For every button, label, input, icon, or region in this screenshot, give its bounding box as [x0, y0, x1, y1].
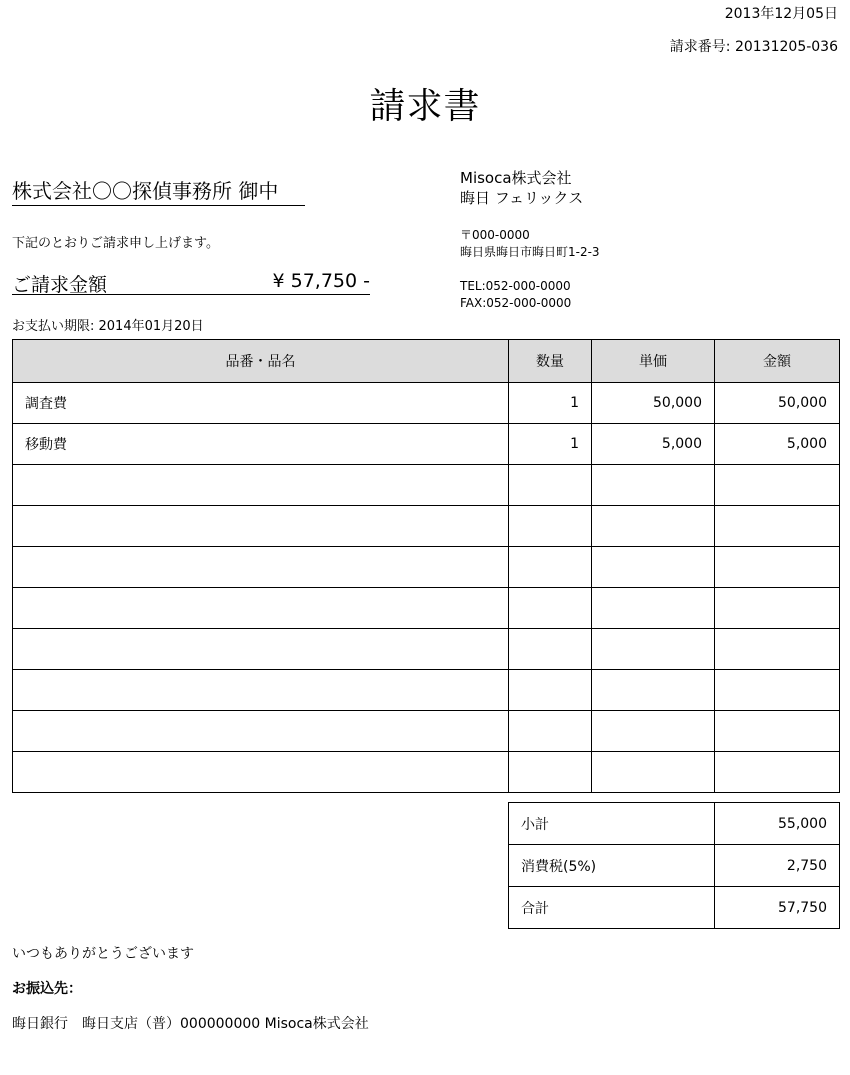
- tax-label: 消費税(5%): [509, 845, 715, 887]
- amount-cell: [715, 752, 840, 793]
- header-item-name: 品番・品名: [13, 340, 509, 383]
- item-name-cell: [13, 752, 509, 793]
- item-name-cell: [13, 547, 509, 588]
- thanks-message: いつもありがとうございます: [12, 946, 194, 962]
- table-row: [13, 547, 840, 588]
- item-name-cell: 移動費: [13, 424, 509, 465]
- header-unit-price: 単価: [592, 340, 715, 383]
- item-name-cell: [13, 506, 509, 547]
- issuer-address: 晦日県晦日市晦日町1-2-3: [460, 245, 600, 259]
- quantity-cell: [509, 588, 592, 629]
- table-row: [13, 465, 840, 506]
- billing-amount-value: ¥ 57,750 -: [272, 270, 370, 292]
- quantity-cell: 1: [509, 383, 592, 424]
- item-name-cell: 調査費: [13, 383, 509, 424]
- unit-price-cell: [592, 670, 715, 711]
- total-label: 合計: [509, 887, 715, 929]
- table-row: [13, 383, 840, 424]
- billing-amount-label: ご請求金額: [12, 274, 108, 296]
- totals-row: [509, 803, 840, 845]
- bank-details: 晦日銀行 晦日支店（普）000000000 Misoca株式会社: [12, 1016, 369, 1032]
- amount-cell: [715, 506, 840, 547]
- unit-price-cell: [592, 752, 715, 793]
- amount-cell: [715, 465, 840, 506]
- header-quantity: 数量: [509, 340, 592, 383]
- unit-price-cell: [592, 711, 715, 752]
- issuer-company: Misoca株式会社: [460, 169, 572, 187]
- item-name-cell: [13, 629, 509, 670]
- payment-due: お支払い期限: 2014年01月20日: [12, 319, 204, 334]
- quantity-cell: [509, 629, 592, 670]
- issuer-address-block: [460, 227, 600, 261]
- issuer-contact: [460, 278, 571, 312]
- unit-price-cell: [592, 629, 715, 670]
- unit-price-cell: [592, 465, 715, 506]
- item-name-cell: [13, 465, 509, 506]
- table-row: [13, 752, 840, 793]
- issuer-person: 晦日 フェリックス: [460, 189, 584, 207]
- issuer-fax: FAX:052-000-0000: [460, 296, 572, 310]
- issuer-tel: TEL:052-000-0000: [460, 279, 571, 293]
- unit-price-cell: [592, 588, 715, 629]
- unit-price-cell: 50,000: [592, 383, 715, 424]
- table-row: [13, 670, 840, 711]
- subtotal-label: 小計: [509, 803, 715, 845]
- amount-cell: [715, 670, 840, 711]
- issuer-block: [460, 168, 583, 208]
- total-value: 57,750: [715, 887, 840, 929]
- amount-cell: 50,000: [715, 383, 840, 424]
- items-header-row: [13, 340, 840, 383]
- item-name-cell: [13, 588, 509, 629]
- amount-cell: [715, 588, 840, 629]
- billing-amount: [12, 270, 370, 295]
- item-name-cell: [13, 670, 509, 711]
- quantity-cell: [509, 506, 592, 547]
- quantity-cell: [509, 465, 592, 506]
- item-name-cell: [13, 711, 509, 752]
- amount-cell: 5,000: [715, 424, 840, 465]
- invoice-number: 請求番号: 20131205-036: [669, 39, 838, 55]
- header-amount: 金額: [715, 340, 840, 383]
- unit-price-cell: [592, 547, 715, 588]
- greeting-text: 下記のとおりご請求申し上げます。: [12, 236, 219, 251]
- amount-cell: [715, 629, 840, 670]
- totals-row: [509, 845, 840, 887]
- subtotal-value: 55,000: [715, 803, 840, 845]
- table-row: [13, 588, 840, 629]
- items-table: [12, 339, 840, 793]
- client-name: 株式会社〇〇探偵事務所 御中: [12, 175, 305, 206]
- unit-price-cell: [592, 506, 715, 547]
- unit-price-cell: 5,000: [592, 424, 715, 465]
- bank-heading: お振込先：: [12, 981, 82, 997]
- page-title: 請求書: [369, 86, 481, 127]
- totals-table: [508, 802, 840, 929]
- table-row: [13, 711, 840, 752]
- quantity-cell: [509, 711, 592, 752]
- table-row: [13, 629, 840, 670]
- quantity-cell: [509, 547, 592, 588]
- amount-cell: [715, 711, 840, 752]
- table-row: [13, 424, 840, 465]
- quantity-cell: [509, 670, 592, 711]
- quantity-cell: 1: [509, 424, 592, 465]
- issuer-postal: 〒000-0000: [460, 228, 530, 242]
- tax-value: 2,750: [715, 845, 840, 887]
- totals-row: [509, 887, 840, 929]
- invoice-date: 2013年12月05日: [724, 6, 838, 22]
- quantity-cell: [509, 752, 592, 793]
- amount-cell: [715, 547, 840, 588]
- table-row: [13, 506, 840, 547]
